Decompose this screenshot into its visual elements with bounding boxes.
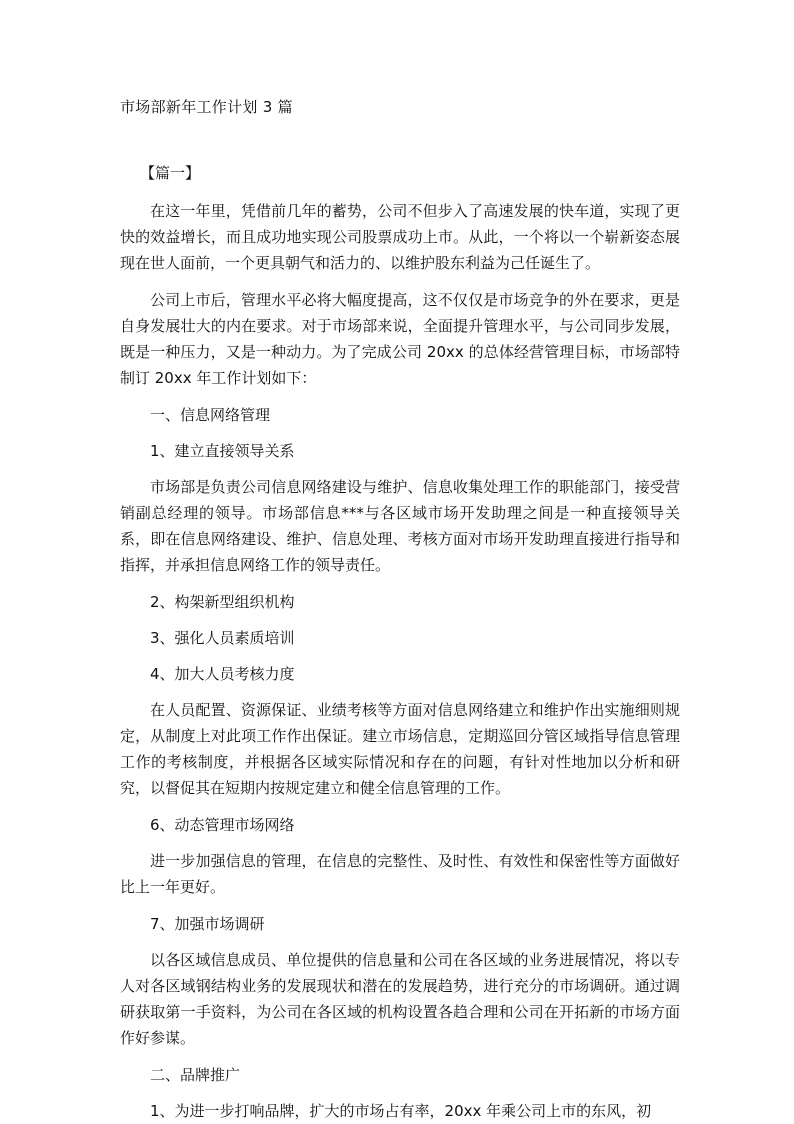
subsection-heading: 1、建立直接领导关系 (150, 442, 295, 460)
section-heading: 二、品牌推广 (150, 1066, 241, 1084)
subsection-heading: 7、加强市场调研 (150, 915, 265, 933)
body-paragraph: 市场部是负责公司信息网络建设与维护、信息收集处理工作的职能部门，接受营销副总经理的领导。市场部信息***与各区域市场开发助理之间是一种直接领导关系，即在信息网络建设、维护、信息处理、考核方面对市场开发助理直接进行指导和指挥，并承担信息网络工作的领导责任。 (120, 478, 680, 574)
body-paragraph: 公司上市后，管理水平必将大幅度提高，这不仅仅是市场竞争的外在要求，更是自身发展壮大的内在要求。对于市场部来说，全面提升管理水平，与公司同步发展，既是一种压力，又是一种动力。为了完成公司 20xx 的总体经营管理目标，市场部特制订 20xx 年工作计划如下： (120, 291, 680, 387)
subsection-heading: 4、加大人员考核力度 (150, 665, 295, 683)
body-paragraph: 进一步加强信息的管理，在信息的完整性、及时性、有效性和保密性等方面做好比上一年更好。 (120, 852, 680, 896)
body-paragraph: 在这一年里，凭借前几年的蓄势，公司不但步入了高速发展的快车道，实现了更快的效益增长，而且成功地实现公司股票成功上市。从此，一个将以一个崭新姿态展现在世人面前，一个更具朝气和活力的、以维护股东利益为己任诞生了。 (120, 202, 680, 272)
subsection-heading: 3、强化人员素质培训 (150, 629, 295, 647)
document-body (120, 160, 680, 1124)
document-title: 市场部新年工作计划 3 篇 (120, 98, 293, 116)
body-paragraph: 在人员配置、资源保证、业绩考核等方面对信息网络建立和维护作出实施细则规定，从制度上对此项工作作出保证。建立市场信息，定期巡回分管区域指导信息管理工作的考核制度，并根据各区域实际情况和存在的问题，有针对性地加以分析和研究，以督促其在短期内按规定建立和健全信息管理的工作。 (120, 701, 680, 797)
body-paragraph: 1、为进一步打响品牌，扩大的市场占有率，20xx 年乘公司上市的东风，初 (150, 1102, 652, 1120)
section-heading-part-one: 【篇一】 (140, 164, 201, 182)
body-paragraph: 以各区域信息成员、单位提供的信息量和公司在各区域的业务进展情况，将以专人对各区域钢结构业务的发展现状和潜在的发展趋势，进行充分的市场调研。通过调研获取第一手资料，为公司在各区域的机构设置各趋合理和公司在开拓新的市场方面作好参谋。 (120, 951, 680, 1047)
section-heading: 一、信息网络管理 (150, 406, 271, 424)
subsection-heading: 2、构架新型组织机构 (150, 593, 295, 611)
subsection-heading: 6、动态管理市场网络 (150, 816, 295, 834)
